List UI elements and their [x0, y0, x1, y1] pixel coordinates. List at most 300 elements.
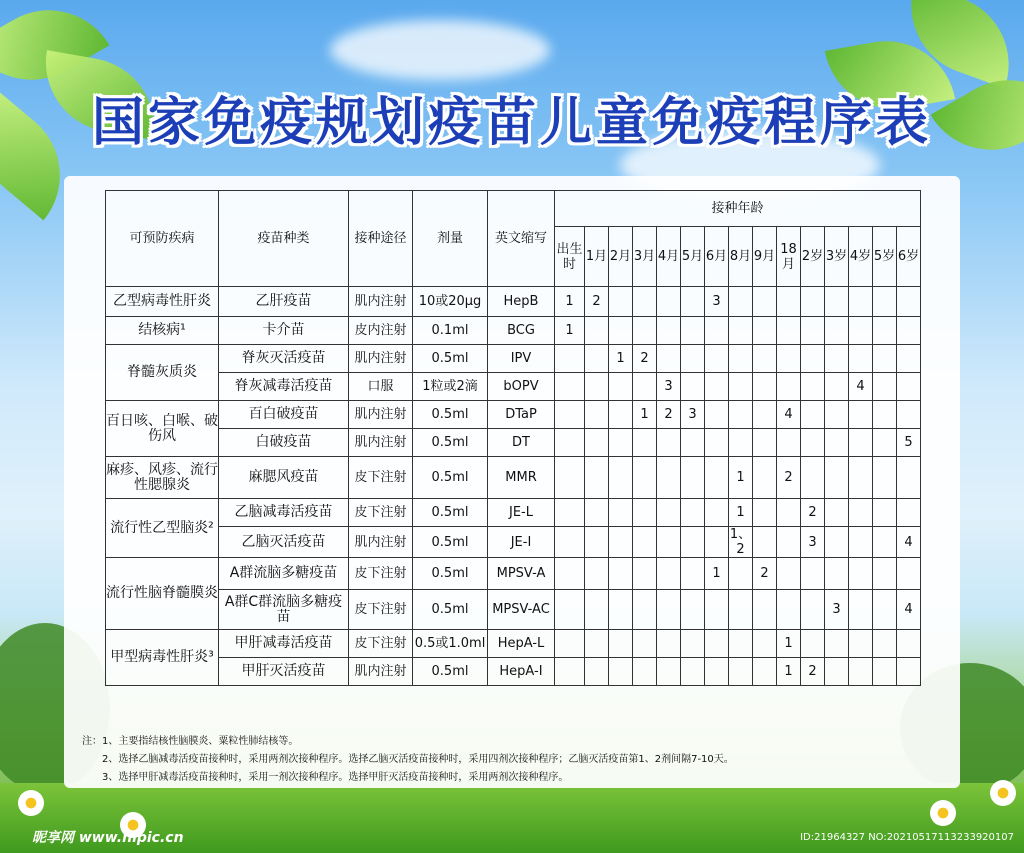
dose-number-cell: 3 — [825, 590, 849, 630]
dose-number-cell: 4 — [897, 527, 921, 558]
dose-number-cell — [849, 317, 873, 345]
dose-number-cell — [657, 630, 681, 658]
watermark: 昵享网 www.nipic.cn — [32, 830, 184, 846]
vaccine-cell: 乙肝疫苗 — [219, 287, 349, 317]
dose-number-cell — [873, 558, 897, 590]
abbr-cell: HepA-I — [488, 658, 555, 686]
dose-number-cell — [873, 457, 897, 499]
abbr-cell: JE-L — [488, 499, 555, 527]
dose-number-cell — [729, 429, 753, 457]
dose-number-cell — [633, 590, 657, 630]
dose-number-cell — [609, 401, 633, 429]
abbr-cell: MMR — [488, 457, 555, 499]
dose-number-cell — [609, 527, 633, 558]
disease-cell: 流行性脑脊髓膜炎 — [106, 558, 219, 630]
vaccine-cell: 脊灰减毒活疫苗 — [219, 373, 349, 401]
dose-number-cell — [585, 401, 609, 429]
dose-number-cell: 1 — [777, 630, 801, 658]
dose-number-cell — [705, 658, 729, 686]
dose-number-cell — [681, 558, 705, 590]
vaccine-cell: 白破疫苗 — [219, 429, 349, 457]
dose-number-cell — [633, 457, 657, 499]
dose-number-cell — [873, 499, 897, 527]
dose-number-cell — [633, 317, 657, 345]
header-age: 3岁 — [825, 227, 849, 287]
vaccine-cell: 甲肝灭活疫苗 — [219, 658, 349, 686]
dose-number-cell — [753, 429, 777, 457]
abbr-cell: HepA-L — [488, 630, 555, 658]
dose-number-cell — [801, 429, 825, 457]
footnotes — [82, 733, 982, 787]
dose-number-cell — [657, 287, 681, 317]
dose-number-cell: 1、2 — [729, 527, 752, 557]
dose-number-cell — [705, 527, 729, 558]
dose-number-cell — [777, 429, 801, 457]
dose-number-cell — [849, 558, 873, 590]
dose-number-cell — [633, 429, 657, 457]
dose-number-cell — [825, 401, 849, 429]
dose-number-cell: 4 — [849, 373, 873, 401]
dose-number-cell — [897, 401, 921, 429]
dose-number-cell — [609, 373, 633, 401]
abbr-cell: MPSV-AC — [488, 590, 555, 630]
route-cell: 肌内注射 — [349, 429, 413, 457]
dose-number-cell — [825, 317, 849, 345]
dose-number-cell: 1 — [609, 345, 633, 373]
dose-number-cell — [777, 558, 801, 590]
header-age: 出生时 — [555, 227, 585, 287]
dose-number-cell — [681, 527, 705, 558]
abbr-cell: MPSV-A — [488, 558, 555, 590]
dose-number-cell — [825, 457, 849, 499]
dose-number-cell — [777, 287, 801, 317]
vaccine-cell: 甲肝减毒活疫苗 — [219, 630, 349, 658]
dose-cell: 1粒或2滴 — [413, 373, 488, 401]
dose-number-cell — [753, 457, 777, 499]
dose-number-cell — [825, 558, 849, 590]
table-row — [106, 590, 921, 630]
dose-number-cell: 2 — [801, 658, 825, 686]
cloud — [330, 20, 550, 80]
dose-number-cell — [801, 558, 825, 590]
dose-number-cell — [609, 287, 633, 317]
dose-number-cell: 2 — [633, 345, 657, 373]
disease-cell: 流行性乙型脑炎² — [106, 499, 219, 558]
abbr-cell: HepB — [488, 287, 555, 317]
header-age: 6月 — [705, 227, 729, 287]
dose-number-cell: 1 — [555, 287, 585, 317]
dose-number-cell: 3 — [657, 373, 681, 401]
footnote: 2、选择乙脑减毒活疫苗接种时，采用两剂次接种程序。选择乙脑灭活疫苗接种时，采用四剂次接种程序；乙脑灭活疫苗第1、2剂间隔7-10天。 — [102, 754, 734, 765]
dose-number-cell — [585, 317, 609, 345]
dose-number-cell — [555, 499, 585, 527]
dose-number-cell — [585, 630, 609, 658]
dose-number-cell — [555, 345, 585, 373]
vaccine-cell: 乙脑灭活疫苗 — [219, 527, 349, 558]
dose-number-cell — [825, 429, 849, 457]
vaccine-cell: 麻腮风疫苗 — [219, 457, 349, 499]
dose-number-cell — [777, 590, 801, 630]
header-age: 2岁 — [801, 227, 825, 287]
dose-number-cell — [609, 658, 633, 686]
dose-number-cell — [897, 373, 921, 401]
dose-number-cell — [681, 658, 705, 686]
dose-number-cell — [585, 527, 609, 558]
daisy-flower — [930, 800, 956, 826]
dose-number-cell — [825, 658, 849, 686]
dose-number-cell — [849, 287, 873, 317]
image-id: ID:21964327 NO:20210517113233920107 — [800, 832, 1014, 843]
dose-number-cell — [729, 558, 753, 590]
dose-number-cell — [633, 630, 657, 658]
header-age: 5月 — [681, 227, 705, 287]
dose-number-cell — [657, 429, 681, 457]
table-row — [106, 630, 921, 658]
dose-cell: 0.5ml — [413, 457, 488, 499]
dose-number-cell — [897, 658, 921, 686]
dose-number-cell — [873, 317, 897, 345]
dose-number-cell — [705, 590, 729, 630]
dose-number-cell — [873, 429, 897, 457]
dose-number-cell — [705, 317, 729, 345]
dose-number-cell — [657, 558, 681, 590]
dose-number-cell — [585, 429, 609, 457]
dose-number-cell: 1 — [555, 317, 585, 345]
dose-number-cell: 3 — [681, 401, 705, 429]
dose-number-cell — [555, 429, 585, 457]
page-title: 国家免疫规划疫苗儿童免疫程序表 — [91, 93, 932, 153]
dose-cell: 0.5ml — [413, 345, 488, 373]
dose-number-cell — [825, 345, 849, 373]
dose-number-cell — [705, 457, 729, 499]
footnote: 注：1、主要指结核性脑膜炎、粟粒性肺结核等。 — [82, 736, 299, 747]
disease-cell: 甲型病毒性肝炎³ — [106, 630, 219, 686]
header-age: 4岁 — [849, 227, 873, 287]
dose-number-cell: 4 — [777, 401, 801, 429]
dose-cell: 0.1ml — [413, 317, 488, 345]
disease-cell: 脊髓灰质炎 — [106, 345, 219, 401]
header-age: 4月 — [657, 227, 681, 287]
dose-number-cell — [609, 317, 633, 345]
dose-number-cell — [753, 527, 777, 558]
route-cell: 皮下注射 — [349, 457, 413, 499]
dose-number-cell: 3 — [801, 527, 825, 558]
dose-number-cell: 2 — [777, 457, 801, 499]
dose-number-cell: 2 — [801, 499, 825, 527]
dose-number-cell — [753, 287, 777, 317]
dose-number-cell — [681, 590, 705, 630]
route-cell: 肌内注射 — [349, 658, 413, 686]
dose-number-cell — [801, 345, 825, 373]
dose-number-cell — [585, 558, 609, 590]
dose-number-cell — [609, 590, 633, 630]
dose-number-cell: 2 — [753, 558, 777, 590]
dose-number-cell — [681, 373, 705, 401]
dose-number-cell — [633, 558, 657, 590]
dose-number-cell — [873, 373, 897, 401]
table-row — [106, 317, 921, 345]
dose-number-cell — [555, 401, 585, 429]
dose-number-cell — [729, 345, 753, 373]
dose-number-cell — [849, 345, 873, 373]
dose-number-cell — [729, 590, 753, 630]
dose-number-cell — [657, 658, 681, 686]
dose-number-cell — [753, 401, 777, 429]
dose-number-cell — [873, 658, 897, 686]
dose-number-cell — [729, 317, 753, 345]
dose-number-cell — [609, 457, 633, 499]
dose-number-cell — [897, 499, 921, 527]
dose-number-cell — [873, 630, 897, 658]
dose-number-cell — [801, 373, 825, 401]
dose-number-cell — [657, 345, 681, 373]
dose-number-cell — [585, 345, 609, 373]
dose-number-cell: 1 — [729, 457, 753, 499]
route-cell: 皮下注射 — [349, 590, 413, 630]
table-row — [106, 457, 921, 499]
dose-number-cell — [705, 345, 729, 373]
dose-cell: 0.5ml — [413, 401, 488, 429]
dose-number-cell — [705, 373, 729, 401]
dose-number-cell: 4 — [897, 590, 921, 630]
dose-number-cell — [873, 401, 897, 429]
dose-number-cell — [729, 401, 753, 429]
table-row — [106, 345, 921, 373]
table-row — [106, 429, 921, 457]
dose-number-cell — [705, 401, 729, 429]
header-route: 接种途径 — [349, 191, 413, 287]
dose-number-cell: 1 — [729, 499, 753, 527]
dose-number-cell — [825, 373, 849, 401]
dose-number-cell: 2 — [585, 287, 609, 317]
route-cell: 肌内注射 — [349, 401, 413, 429]
disease-cell: 百日咳、白喉、破伤风 — [106, 401, 219, 457]
dose-number-cell — [849, 658, 873, 686]
dose-number-cell — [633, 527, 657, 558]
dose-number-cell — [555, 457, 585, 499]
header-age: 8月 — [729, 227, 753, 287]
dose-number-cell — [825, 630, 849, 658]
dose-number-cell — [585, 499, 609, 527]
dose-number-cell — [777, 527, 801, 558]
table-row — [106, 373, 921, 401]
dose-number-cell — [897, 457, 921, 499]
daisy-flower — [990, 780, 1016, 806]
dose-number-cell: 1 — [777, 658, 801, 686]
dose-number-cell — [825, 287, 849, 317]
dose-number-cell — [801, 590, 825, 630]
dose-number-cell — [849, 527, 873, 558]
dose-number-cell — [705, 429, 729, 457]
dose-cell: 0.5或1.0ml — [413, 630, 488, 658]
dose-cell: 0.5ml — [413, 527, 488, 558]
dose-number-cell: 3 — [705, 287, 729, 317]
dose-number-cell — [555, 373, 585, 401]
dose-number-cell — [849, 499, 873, 527]
dose-number-cell — [753, 373, 777, 401]
immunization-schedule-table — [105, 190, 921, 686]
dose-number-cell — [729, 373, 753, 401]
header-age: 1月 — [585, 227, 609, 287]
dose-number-cell — [555, 630, 585, 658]
dose-number-cell — [681, 429, 705, 457]
daisy-flower — [18, 790, 44, 816]
dose-number-cell: 1 — [633, 401, 657, 429]
dose-number-cell — [825, 499, 849, 527]
table-row — [106, 527, 921, 558]
dose-number-cell — [585, 373, 609, 401]
vaccine-cell: 百白破疫苗 — [219, 401, 349, 429]
dose-number-cell — [555, 658, 585, 686]
table-row — [106, 658, 921, 686]
abbr-cell: bOPV — [488, 373, 555, 401]
dose-number-cell — [825, 527, 849, 558]
dose-number-cell — [897, 317, 921, 345]
abbr-cell: DTaP — [488, 401, 555, 429]
dose-number-cell — [777, 317, 801, 345]
route-cell: 肌内注射 — [349, 287, 413, 317]
header-age: 9月 — [753, 227, 777, 287]
dose-number-cell — [657, 457, 681, 499]
header-age: 6岁 — [897, 227, 921, 287]
dose-number-cell — [609, 630, 633, 658]
vaccine-cell: 脊灰灭活疫苗 — [219, 345, 349, 373]
dose-number-cell — [753, 317, 777, 345]
dose-number-cell: 1 — [705, 558, 729, 590]
dose-number-cell — [729, 658, 753, 686]
dose-cell: 0.5ml — [413, 590, 488, 630]
header-age: 5岁 — [873, 227, 897, 287]
dose-number-cell — [657, 527, 681, 558]
dose-number-cell — [681, 630, 705, 658]
dose-number-cell — [897, 345, 921, 373]
dose-number-cell — [609, 558, 633, 590]
dose-number-cell — [681, 345, 705, 373]
dose-number-cell — [849, 457, 873, 499]
dose-number-cell — [897, 630, 921, 658]
table-row — [106, 287, 921, 317]
dose-number-cell — [555, 590, 585, 630]
dose-number-cell — [753, 499, 777, 527]
dose-number-cell — [555, 558, 585, 590]
dose-number-cell — [849, 401, 873, 429]
route-cell: 皮下注射 — [349, 630, 413, 658]
footnote: 3、选择甲肝减毒活疫苗接种时，采用一剂次接种程序。选择甲肝灭活疫苗接种时，采用两剂次接种程序。 — [102, 772, 569, 783]
dose-number-cell — [633, 499, 657, 527]
abbr-cell: IPV — [488, 345, 555, 373]
dose-number-cell — [633, 373, 657, 401]
route-cell: 肌内注射 — [349, 527, 413, 558]
table-row — [106, 558, 921, 590]
dose-number-cell — [657, 317, 681, 345]
route-cell: 口服 — [349, 373, 413, 401]
dose-number-cell — [753, 630, 777, 658]
header-age-group: 接种年龄 — [555, 191, 921, 227]
dose-number-cell — [801, 401, 825, 429]
dose-number-cell — [681, 457, 705, 499]
dose-number-cell — [801, 287, 825, 317]
vaccine-cell: A群C群流脑多糖疫苗 — [219, 590, 349, 630]
dose-cell: 0.5ml — [413, 429, 488, 457]
dose-number-cell — [681, 287, 705, 317]
disease-cell: 结核病¹ — [106, 317, 219, 345]
dose-number-cell — [609, 429, 633, 457]
dose-number-cell — [873, 527, 897, 558]
vaccine-cell: 卡介苗 — [219, 317, 349, 345]
dose-number-cell — [585, 590, 609, 630]
vaccine-cell: A群流脑多糖疫苗 — [219, 558, 349, 590]
dose-number-cell — [873, 287, 897, 317]
header-age: 3月 — [633, 227, 657, 287]
header-abbr: 英文缩写 — [488, 191, 555, 287]
dose-number-cell — [681, 317, 705, 345]
dose-number-cell — [729, 630, 753, 658]
dose-number-cell — [777, 499, 801, 527]
dose-number-cell — [849, 429, 873, 457]
abbr-cell: JE-I — [488, 527, 555, 558]
disease-cell: 麻疹、风疹、流行性腮腺炎 — [106, 457, 219, 499]
dose-number-cell: 5 — [897, 429, 921, 457]
dose-number-cell — [753, 345, 777, 373]
dose-number-cell — [609, 499, 633, 527]
dose-cell: 0.5ml — [413, 499, 488, 527]
abbr-cell: DT — [488, 429, 555, 457]
dose-number-cell — [585, 658, 609, 686]
dose-number-cell — [801, 317, 825, 345]
header-age: 2月 — [609, 227, 633, 287]
table-row — [106, 499, 921, 527]
dose-number-cell — [585, 457, 609, 499]
abbr-cell: BCG — [488, 317, 555, 345]
dose-number-cell — [873, 345, 897, 373]
dose-cell: 0.5ml — [413, 558, 488, 590]
dose-number-cell — [753, 590, 777, 630]
header-age: 18月 — [777, 227, 801, 287]
vaccine-cell: 乙脑减毒活疫苗 — [219, 499, 349, 527]
route-cell: 皮内注射 — [349, 317, 413, 345]
route-cell: 皮下注射 — [349, 558, 413, 590]
route-cell: 肌内注射 — [349, 345, 413, 373]
dose-number-cell — [729, 287, 753, 317]
dose-number-cell — [777, 373, 801, 401]
dose-cell: 10或20μg — [413, 287, 488, 317]
dose-cell: 0.5ml — [413, 658, 488, 686]
header-vaccine: 疫苗种类 — [219, 191, 349, 287]
dose-number-cell — [849, 590, 873, 630]
table-row — [106, 401, 921, 429]
dose-number-cell — [753, 658, 777, 686]
dose-number-cell — [657, 590, 681, 630]
disease-cell: 乙型病毒性肝炎 — [106, 287, 219, 317]
dose-number-cell — [777, 345, 801, 373]
dose-number-cell — [657, 499, 681, 527]
dose-number-cell — [555, 527, 585, 558]
dose-number-cell — [633, 287, 657, 317]
dose-number-cell — [849, 630, 873, 658]
dose-number-cell: 2 — [657, 401, 681, 429]
dose-number-cell — [681, 499, 705, 527]
header-dose: 剂量 — [413, 191, 488, 287]
dose-number-cell — [705, 630, 729, 658]
dose-number-cell — [633, 658, 657, 686]
route-cell: 皮下注射 — [349, 499, 413, 527]
dose-number-cell — [705, 499, 729, 527]
dose-number-cell — [873, 590, 897, 630]
header-disease: 可预防疾病 — [106, 191, 219, 287]
dose-number-cell — [801, 457, 825, 499]
dose-number-cell — [801, 630, 825, 658]
dose-number-cell — [897, 287, 921, 317]
